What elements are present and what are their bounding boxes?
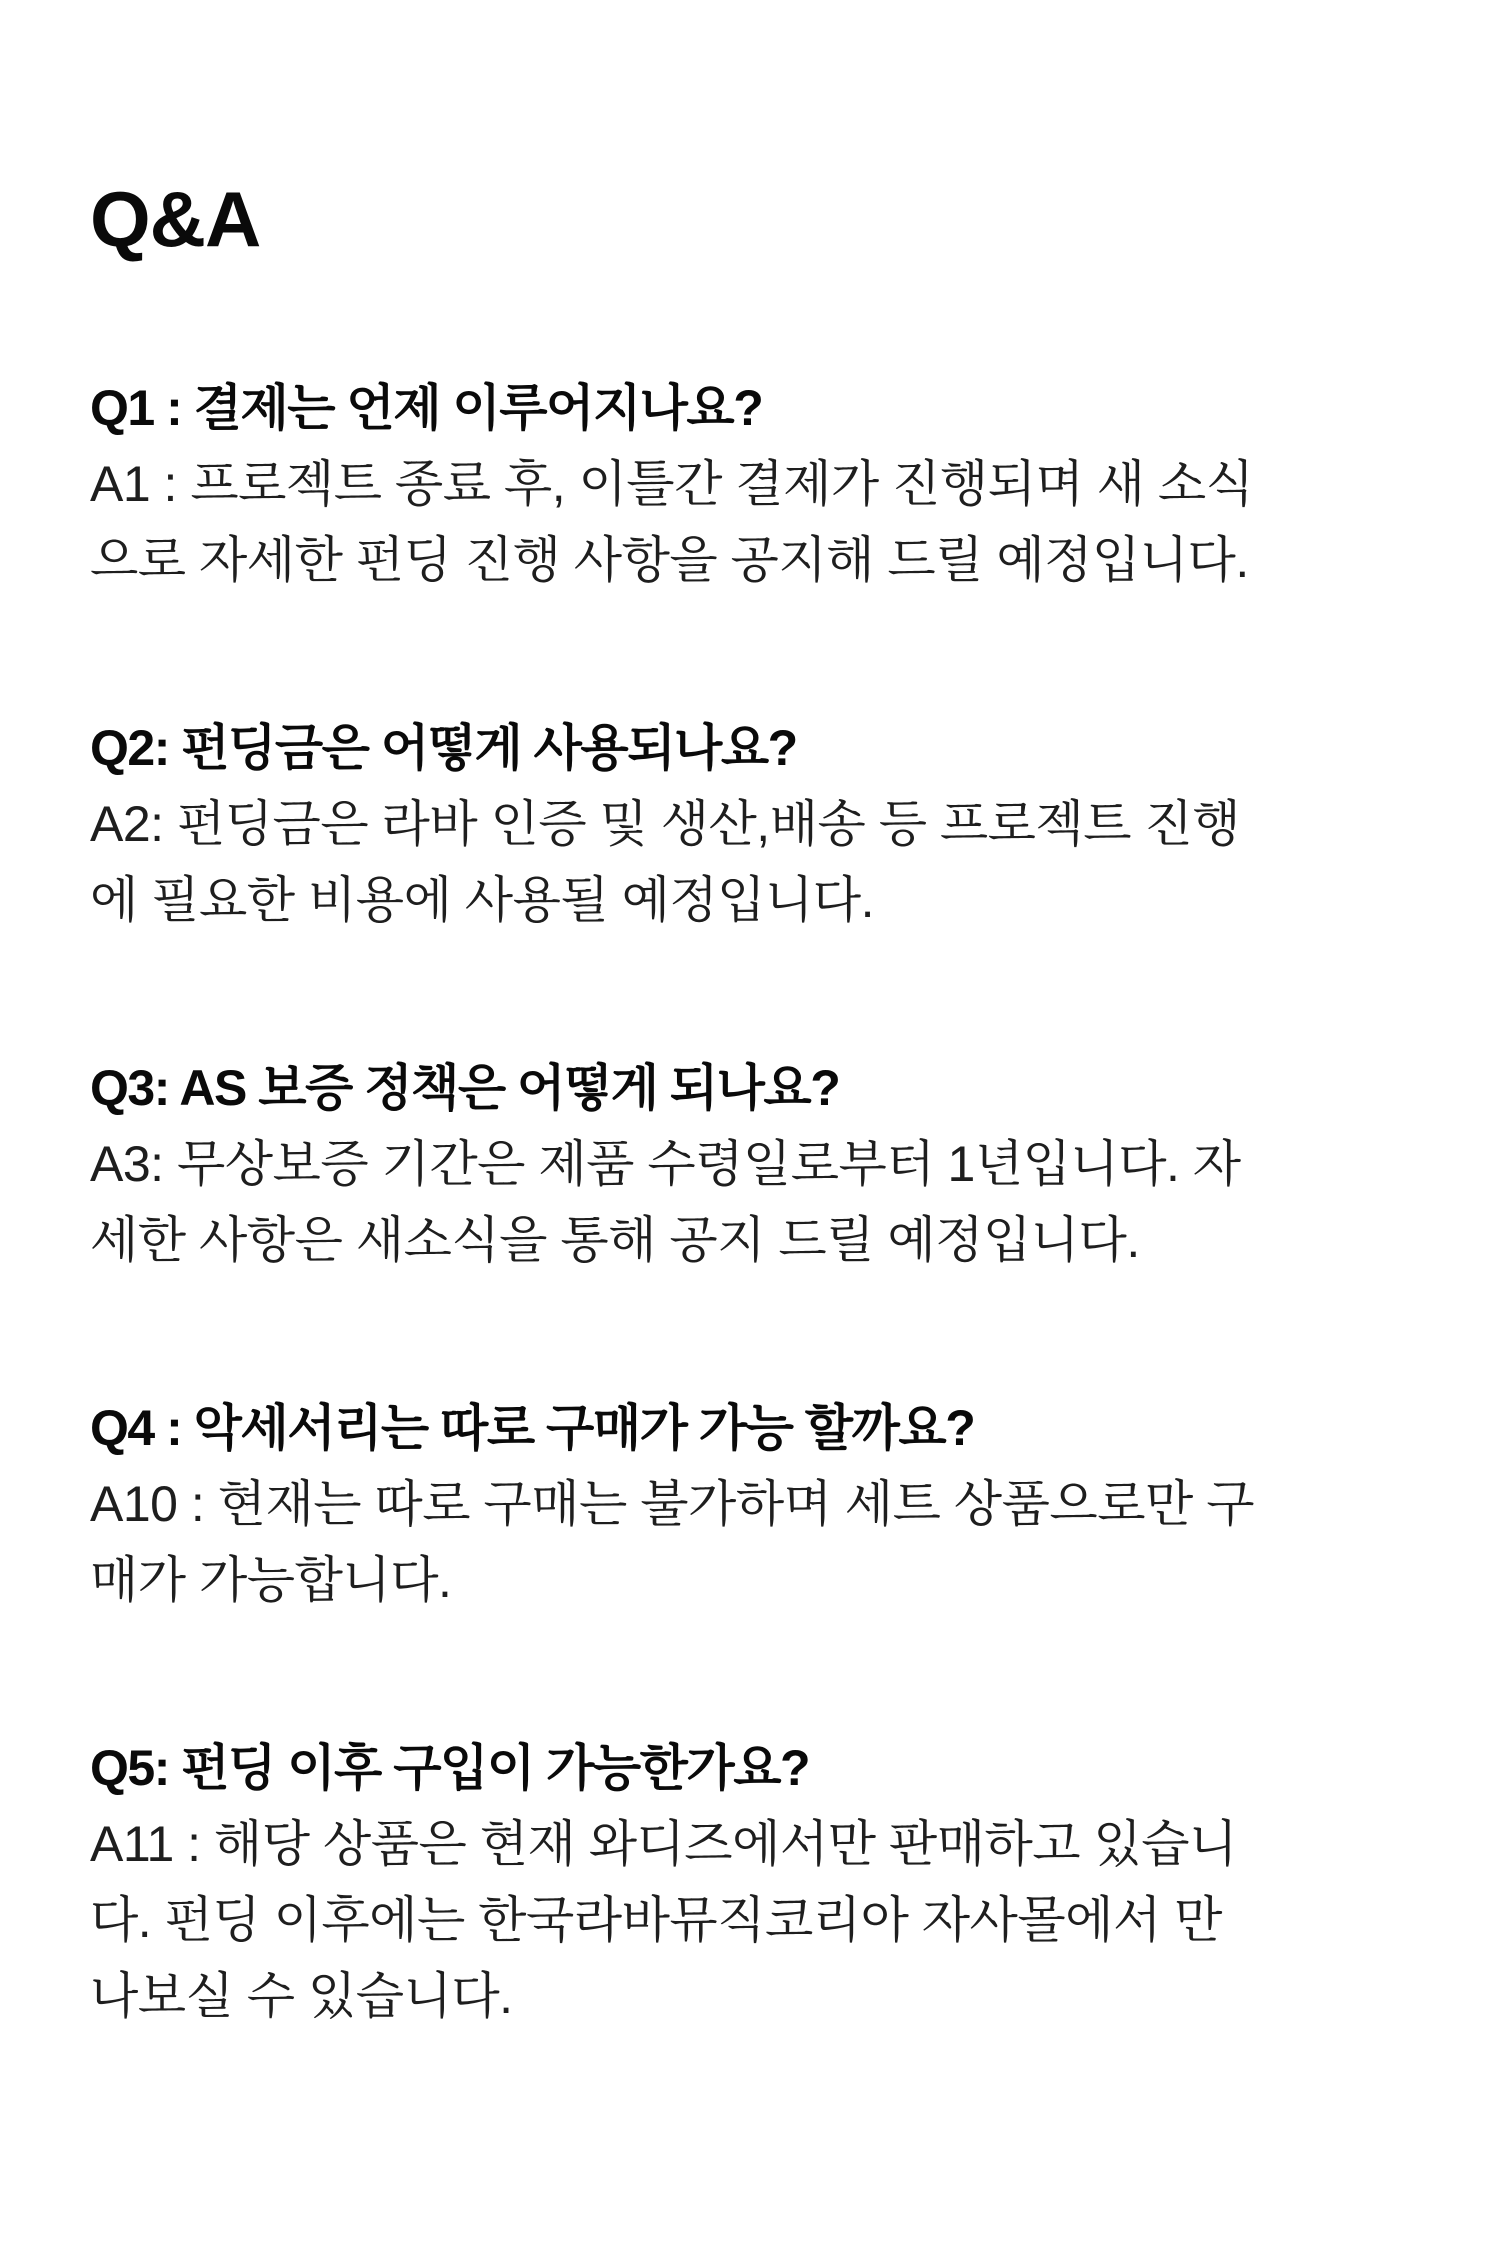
qa-item-5 [90,1736,1457,2034]
answer-3-line-1: A3: 무상보증 기간은 제품 수령일로부터 1년입니다. 자 [90,1136,1241,1192]
qa-item-2 [90,716,1457,938]
answer-1-line-1: A1 : 프로젝트 종료 후, 이틀간 결제가 진행되며 새 소식 [90,456,1254,512]
question-5-text: Q5: 펀딩 이후 구입이 가능한가요? [90,1740,810,1796]
question-2-text: Q2: 펀딩금은 어떻게 사용되나요? [90,720,797,776]
answer-2-text [90,786,1457,938]
question-1-text: Q1 : 결제는 언제 이루어지나요? [90,380,763,436]
answer-3-line-2: 세한 사항은 새소식을 통해 공지 드릴 예정입니다. [90,1212,1140,1268]
page-title: Q&A [90,175,261,263]
answer-3-text [90,1126,1457,1278]
qa-item-1 [90,376,1457,598]
answer-5-text [90,1806,1457,2034]
answer-5-line-1: A11 : 해당 상품은 현재 와디즈에서만 판매하고 있습니 [90,1816,1237,1872]
question-4-text: Q4 : 악세서리는 따로 구매가 가능 할까요? [90,1400,975,1456]
answer-2-line-1: A2: 펀딩금은 라바 인증 및 생산,배송 등 프로젝트 진행 [90,796,1241,852]
answer-5-line-3: 나보실 수 있습니다. [90,1968,513,2024]
answer-4-text [90,1466,1457,1618]
answer-4-line-1: A10 : 현재는 따로 구매는 불가하며 세트 상품으로만 구 [90,1476,1254,1532]
answer-2-line-2: 에 필요한 비용에 사용될 예정입니다. [90,872,874,928]
answer-1-text [90,446,1457,598]
qa-item-3 [90,1056,1457,1278]
question-3-text: Q3: AS 보증 정책은 어떻게 되나요? [90,1060,840,1116]
answer-1-line-2: 으로 자세한 펀딩 진행 사항을 공지해 드릴 예정입니다. [90,532,1249,588]
answer-5-line-2: 다. 펀딩 이후에는 한국라바뮤직코리아 자사몰에서 만 [90,1892,1222,1948]
qa-item-4 [90,1396,1457,1618]
answer-4-line-2: 매가 가능합니다. [90,1552,452,1608]
